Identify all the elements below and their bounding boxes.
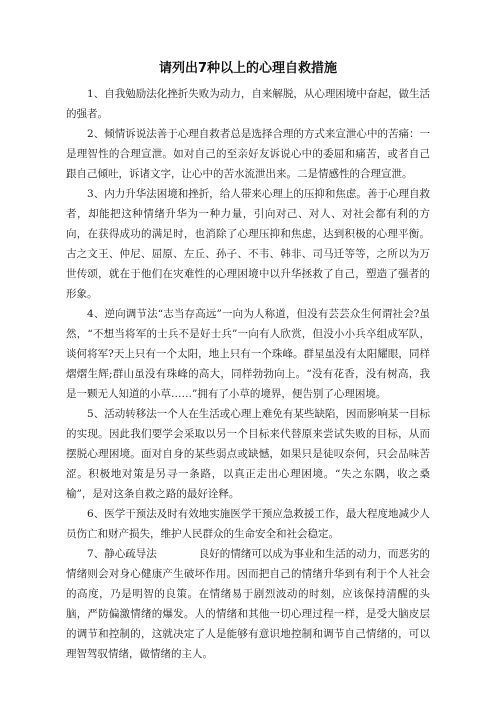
paragraph-5: 5、活动转移法一个人在生活或心理上难免有某些缺陷，因而影响某一目标的实现。因此我们要学会采取以另一个目标来代替原来尝试失败的目标，从而摆脱心理困境。面对自身的某些弱点或缺憾，如果只是徒叹奈何，只会品味苦涩。积极地对策是另寻一条路，以真正走出心理困境。“失之东隅，收之桑榆”，是对这条自救之路的最好诠释。	[66, 408, 430, 500]
paragraph-1: 1、自我勉励法化挫折失败为动力，自来解脱，从心理困境中奋起，做生活的强者。	[66, 88, 430, 120]
paragraph-4: 4、逆向调节法“志当存高远”一向为人称道，但没有芸芸众生何谓社会?虽然，“不想当将军的士兵不是好士兵”一向有人欣赏，但没小小兵卒组成军队，谈何将军?天上只有一个太阳，地上只有一个珠峰。群星虽没有太阳耀眼，同样熠熠生辉;群山虽没有珠峰的高大，同样勃勃向上。“没有花香，没有树高，我是一颗无人知道的小草……”拥有了小草的境界，便告别了心理困境。	[66, 308, 430, 400]
paragraph-2: 2、倾情诉说法善于心理自救者总是选择合理的方式来宣泄心中的苦痛：一是理智性的合理宣泄。如对自己的至亲好友诉说心中的委屈和痛苦，或者自己跟自己倾吐，诉诸文字，让心中的苦水流泄出来。二是情感性的合理宣泄。	[66, 128, 430, 180]
paragraph-6: 6、医学干预法及时有效地实施医学干预应急救援工作，最大程度地减少人员伤亡和财产损失，维护人民群众的生命安全和社会稳定。	[66, 508, 430, 540]
paragraph-3: 3、内力升华法困境和挫折，给人带来心理上的压抑和焦虑。善于心理自救者，却能把这种情绪升华为一种力量，引向对己、对人、对社会都有利的方向，在获得成功的满足时，也消除了心理压抑和焦虑，达到积极的心理平衡。古之文王、仲尼、屈原、左丘、孙子、不韦、韩非、司马迁等等，之所以为万世传颂，就在于他们在灾难性的心理困境中以升华拯救了自己，塑造了强者的形象。	[66, 188, 430, 300]
paragraph-7: 7、静心疏导法 良好的情绪可以成为事业和生活的动力，而恶劣的情绪则会对身心健康产生破坏作用。因而把自己的情绪升华到有利于个人社会的高度，乃是明智的良策。在情绪易于剧烈波动的时刻，应该保持清醒的头脑，严防偏激情绪的爆发。人的情绪和其他一切心理过程一样，是受大脑皮层的调节和控制的，这就决定了人是能够有意识地控制和调节自己情绪的，可以理智驾驭情绪，做情绪的主人。	[66, 548, 430, 660]
document-title: 请列出7种以上的心理自救措施	[158, 61, 338, 76]
